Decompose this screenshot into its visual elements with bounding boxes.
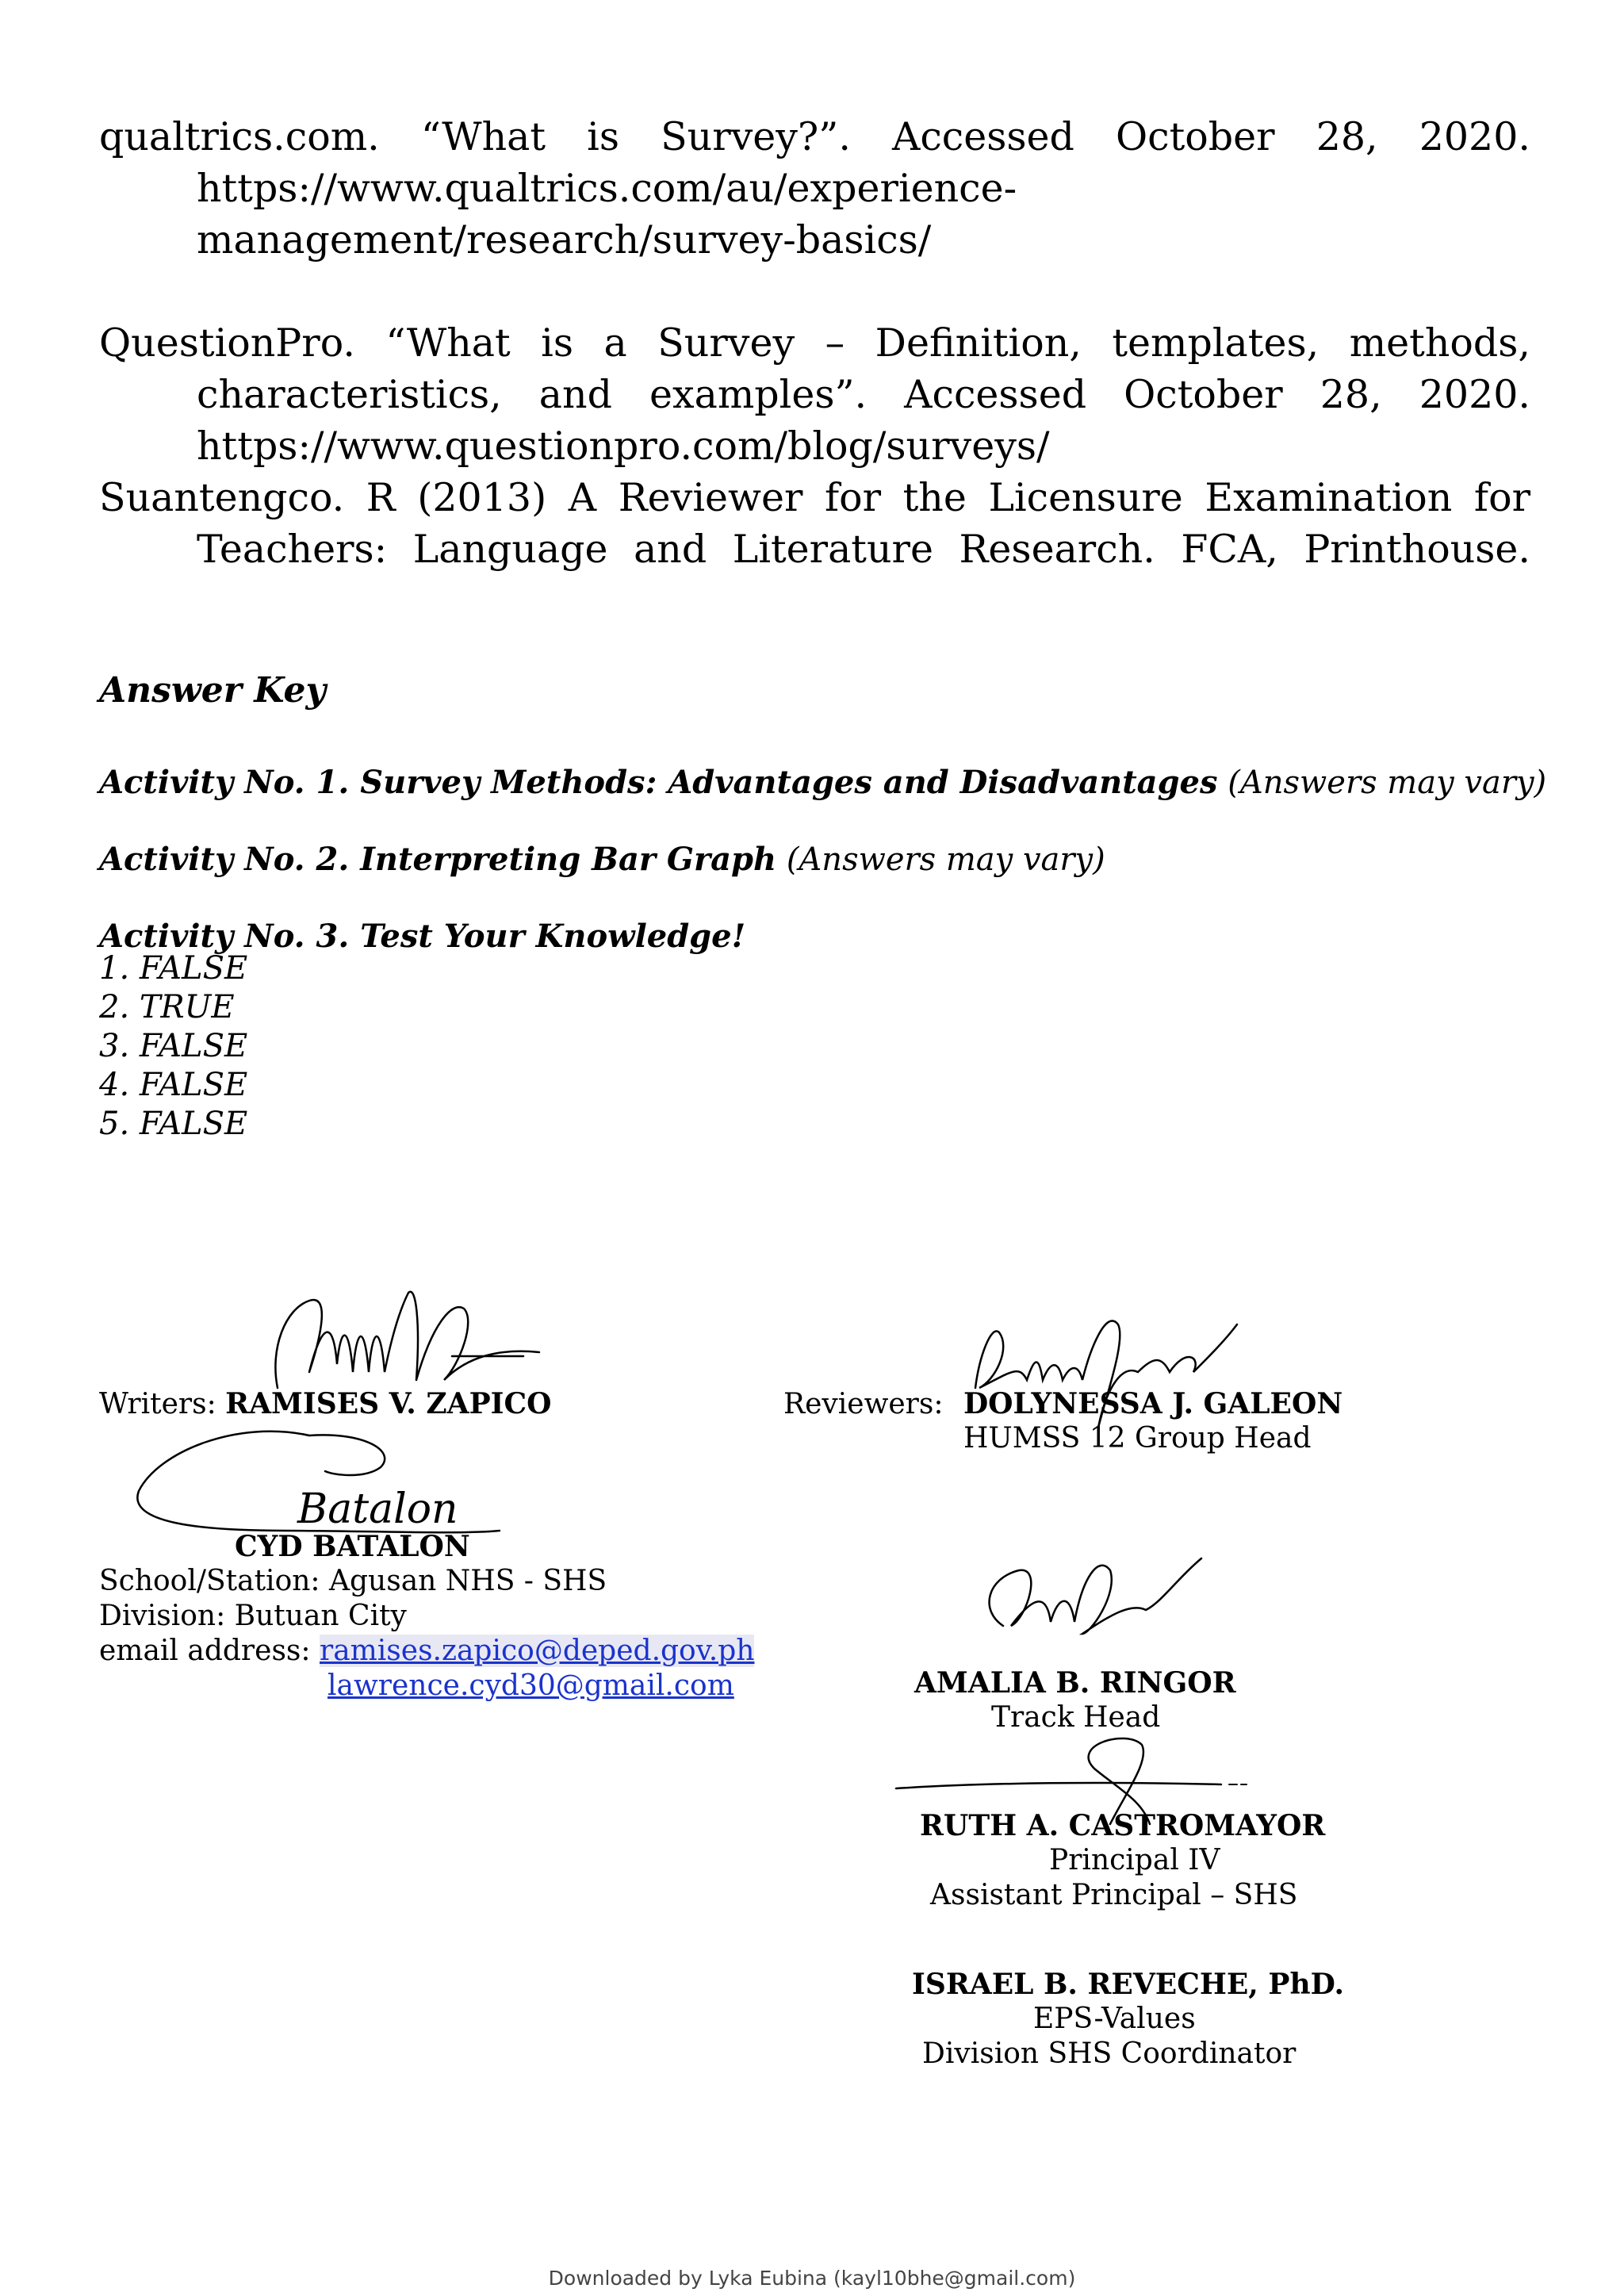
writers-label: Writers: xyxy=(99,1388,216,1420)
activity-title: Activity No. 1. Survey Methods: Advantages and Disadvantages xyxy=(99,764,1218,801)
reference-continuation: Teachers: Language and Literature Research. FCA, Printhouse. xyxy=(197,527,1530,572)
writer-name-batalon: CYD BATALON xyxy=(235,1530,470,1563)
reviewer-name-galeon: DOLYNESSA J. GALEON xyxy=(963,1387,1343,1420)
reference-continuation: characteristics, and examples”. Accessed October 28, 2020. xyxy=(197,372,1530,417)
activity-title: Activity No. 3. Test Your Knowledge! xyxy=(99,918,746,955)
reviewer-reveche xyxy=(912,1967,1344,2072)
signature-zapico xyxy=(262,1277,547,1404)
signature-ringor xyxy=(971,1547,1209,1650)
answer-item: 3. FALSE xyxy=(99,1028,248,1064)
reference-continuation: management/research/survey-basics/ xyxy=(197,217,932,263)
school-station: School/Station: Agusan NHS - SHS xyxy=(99,1565,607,1597)
reviewers-label: Reviewers: xyxy=(783,1388,944,1420)
answer-list xyxy=(99,949,247,1144)
answer-item: 4. FALSE xyxy=(99,1067,248,1103)
reviewer-name-ringor: AMALIA B. RINGOR xyxy=(914,1666,1236,1700)
signature-batalon-text: Batalon xyxy=(297,1485,458,1533)
reviewer-role-principal: Principal IV xyxy=(1049,1844,1220,1876)
reference-continuation: https://www.qualtrics.com/au/experience- xyxy=(197,166,1017,211)
reference-first-line: QuestionPro. “What is a Survey – Definition, templates, methods, xyxy=(99,320,1530,366)
activity-note: (Answers may vary) xyxy=(786,841,1105,878)
answer-key-title: Answer Key xyxy=(99,670,327,711)
reviewer-castromayor xyxy=(920,1808,1325,1913)
activity-1 xyxy=(99,764,1546,801)
answer-item: 1. FALSE xyxy=(99,950,248,987)
reference-suantengco xyxy=(99,472,1530,575)
reviewer-role-ringor: Track Head xyxy=(991,1701,1161,1734)
reviewer-name-reveche: ISRAEL B. REVECHE, PhD. xyxy=(912,1968,1345,2001)
writer-name-batalon-line xyxy=(235,1529,470,1565)
answer-item: 5. FALSE xyxy=(99,1106,248,1142)
reviewer-name-castromayor: RUTH A. CASTROMAYOR xyxy=(920,1809,1326,1842)
reviewer-ringor xyxy=(914,1665,1236,1735)
division: Division: Butuan City xyxy=(99,1600,407,1632)
reviewer-role-galeon: HUMSS 12 Group Head xyxy=(963,1422,1312,1455)
activity-2 xyxy=(99,841,1105,878)
reviewer-role-coordinator: Division SHS Coordinator xyxy=(922,2037,1297,2070)
email-line-2 xyxy=(99,1669,754,1704)
reference-first-line: Suantengco. R (2013) A Reviewer for the Licensure Examination for xyxy=(99,475,1530,520)
writer-details xyxy=(99,1564,754,1704)
activity-title: Activity No. 2. Interpreting Bar Graph xyxy=(99,841,777,878)
email-label: email address: xyxy=(99,1635,311,1667)
reference-continuation: https://www.questionpro.com/blog/surveys/ xyxy=(197,424,1050,469)
email-link-zapico[interactable]: ramises.zapico@deped.gov.ph xyxy=(319,1635,755,1667)
reviewers-line xyxy=(783,1386,1342,1422)
reviewer-role-assistant: Assistant Principal – SHS xyxy=(930,1879,1298,1911)
reference-questionpro xyxy=(99,317,1530,472)
reference-qualtrics xyxy=(99,111,1530,266)
answer-item: 2. TRUE xyxy=(99,989,235,1025)
activity-note: (Answers may vary) xyxy=(1228,765,1547,801)
download-footer: Downloaded by Lyka Eubina (kayl10bhe@gmail.com) xyxy=(548,2267,1076,2290)
email-link-batalon[interactable]: lawrence.cyd30@gmail.com xyxy=(327,1669,734,1702)
writers-line xyxy=(99,1386,552,1422)
writer-name-zapico: RAMISES V. ZAPICO xyxy=(225,1387,552,1420)
email-line xyxy=(99,1634,754,1669)
reference-first-line: qualtrics.com. “What is Survey?”. Accessed October 28, 2020. xyxy=(99,114,1530,159)
reviewer-role-eps: EPS-Values xyxy=(1033,2003,1196,2035)
